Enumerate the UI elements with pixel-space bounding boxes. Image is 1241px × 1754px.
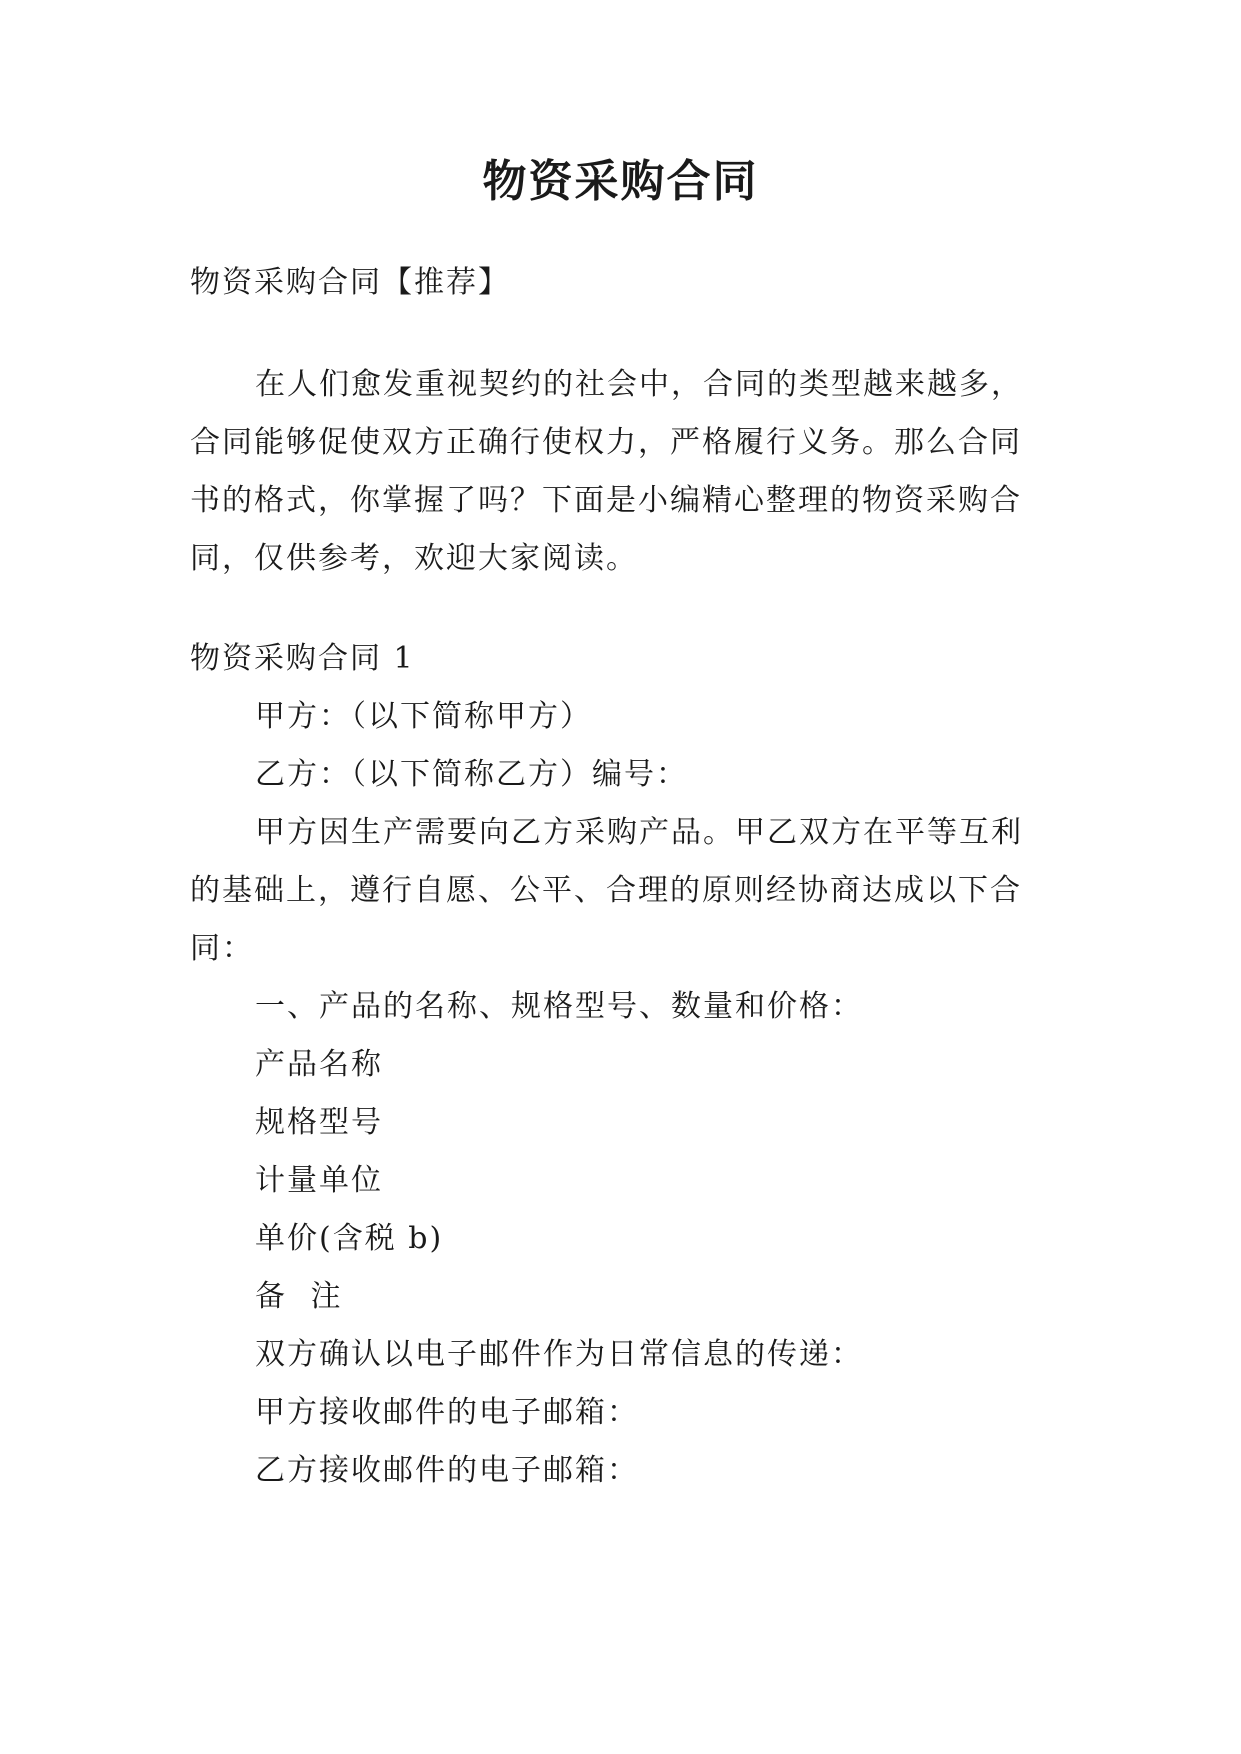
email-b-line: 乙方接收邮件的电子邮箱： [255,1453,639,1488]
field-spec-model: 规格型号 [255,1105,383,1140]
document-title: 物资采购合同 [482,156,759,207]
purpose-line: 甲方因生产需要向乙方采购产品。甲乙双方在平等互利 [255,815,1023,850]
document-subtitle: 物资采购合同【推荐】 [190,265,510,300]
intro-line: 在人们愈发重视契约的社会中，合同的类型越来越多， [255,367,1023,402]
intro-line: 书的格式，你掌握了吗？下面是小编精心整理的物资采购合 [190,483,1022,518]
clause-1-heading: 一、产品的名称、规格型号、数量和价格： [255,989,863,1024]
intro-line: 同，仅供参考，欢迎大家阅读。 [190,541,638,576]
purpose-line: 的基础上，遵行自愿、公平、合理的原则经协商达成以下合 [190,873,1022,908]
field-unit: 计量单位 [255,1163,383,1198]
party-a-line: 甲方：（以下简称甲方） [255,699,592,734]
party-b-line: 乙方：（以下简称乙方）编号： [255,757,688,792]
email-a-line: 甲方接收邮件的电子邮箱： [255,1395,639,1430]
field-remarks: 备 注 [255,1279,349,1314]
section-heading: 物资采购合同 1 [190,641,415,676]
field-product-name: 产品名称 [255,1047,383,1082]
email-intro-line: 双方确认以电子邮件作为日常信息的传递： [255,1337,863,1372]
purpose-line: 同： [190,931,254,966]
field-unit-price: 单价(含税 b) [255,1221,444,1256]
intro-line: 合同能够促使双方正确行使权力，严格履行义务。那么合同 [190,425,1022,460]
